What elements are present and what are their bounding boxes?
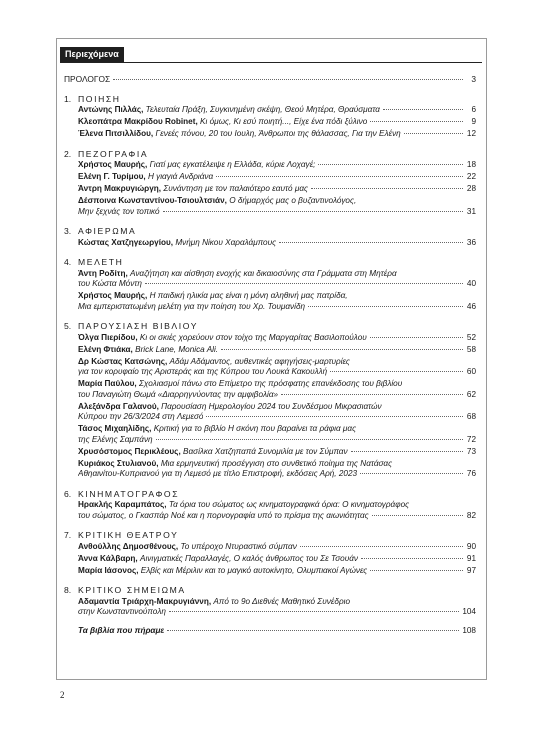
entry-title: του Κώστα Μόντη <box>78 279 142 288</box>
dot-leader <box>370 121 463 122</box>
entry-page: 36 <box>466 237 476 247</box>
entry-author: Μαρία Ιάσονος, <box>78 565 139 575</box>
entry-title: για τον κορυφαίο της Αριστεράς και της Κύπρου του Λουκά Κακουλλή <box>78 367 328 376</box>
entry-title: Ο δήμαρχός μας ο βυζαντινολόγος, <box>229 196 357 205</box>
entry-page: 18 <box>466 160 476 169</box>
entry-line <box>78 333 476 344</box>
section-number: 8. <box>64 585 72 595</box>
section-heading: ΚΡΙΤΙΚΗ ΘΕΑΤΡΟΥ <box>78 530 179 540</box>
toc-entry[interactable] <box>78 129 476 140</box>
entry-author: Άντρη Μακρυγιώργη, <box>78 184 162 193</box>
entry-author: Ηρακλής Καραμπάτος, <box>78 500 167 509</box>
section-heading: ΜΕΛΕΤΗ <box>78 257 124 267</box>
entry-text <box>78 160 315 171</box>
entry-text <box>78 566 367 577</box>
entry-line <box>78 172 476 183</box>
toc-entry[interactable] <box>78 117 476 128</box>
entry-text <box>78 402 382 411</box>
entry-author: Όλγα Πιερίδου, <box>78 332 138 342</box>
entry-title: Brick Lane, Monica Ali. <box>135 344 219 354</box>
entry-title: Ελβίς και Μέριλιν και το μαγικό αυτοκίνητο, Ολυμπιακοί Αγώνες <box>140 565 368 575</box>
section-heading: ΑΦΙΕΡΩΜΑ <box>78 226 137 236</box>
entry-page: 60 <box>466 367 476 376</box>
entry-title: του σώματος, ο Γκασπάρ Νοέ και η πορνογραφία υπό το πρίσμα της αιωνιότητας <box>78 510 369 520</box>
dot-leader <box>113 79 463 80</box>
section-title <box>64 489 476 500</box>
entry-author: Κυριάκος Στυλιανού, <box>78 458 159 468</box>
entry-line-continued <box>78 357 476 368</box>
dot-leader <box>330 371 463 372</box>
entry-line <box>78 345 476 356</box>
dot-leader <box>300 546 463 547</box>
section-heading: ΠΑΡΟΥΣΙΑΣΗ ΒΙΒΛΙΟΥ <box>78 321 199 331</box>
entry-page: 9 <box>471 117 476 126</box>
section-title <box>64 257 476 268</box>
entry-text <box>78 345 218 356</box>
table-of-contents <box>64 74 476 636</box>
entry-line <box>78 390 476 401</box>
entry-title: Βασίλκα Χατζηπαπά Συνομιλία με τον Σύμπαν <box>183 446 348 456</box>
entry-line-continued <box>78 402 476 413</box>
entry-title: Αδάμ Αδάμαντος, αυθεντικές αφηγήσεις-μαρτυρίες <box>169 356 350 366</box>
section-number: 1. <box>64 93 72 104</box>
toc-entry[interactable] <box>78 291 476 312</box>
toc-entry[interactable] <box>78 424 476 445</box>
entry-author: Τάσος Μιχαηλίδης, <box>78 424 152 433</box>
entry-line <box>78 207 476 218</box>
entry-text <box>78 597 350 606</box>
toc-entry[interactable] <box>78 345 476 356</box>
dot-leader <box>221 349 463 350</box>
entry-page: 72 <box>466 434 476 444</box>
entry-line <box>78 105 476 116</box>
books-label: Τα βιβλία που πήραμε <box>78 625 165 635</box>
entry-line <box>78 566 476 577</box>
toc-prologue[interactable] <box>64 74 476 85</box>
entry-title: Το υπέροχο Ντυραστικό σύμπαν <box>180 541 297 551</box>
dot-leader <box>383 109 463 110</box>
toc-section <box>64 585 476 618</box>
entry-page: 97 <box>466 565 476 575</box>
entry-line <box>78 238 476 249</box>
entry-title: Η γιαγιά Ανδριάνα <box>147 172 214 181</box>
entry-title: του Παναγιώτη Θωμά «Διαρρηγνύοντας την αμφιβολία» <box>78 389 279 399</box>
section-heading: ΠΟΙΗΣΗ <box>78 93 121 104</box>
dot-leader <box>308 306 463 307</box>
dot-leader <box>311 188 463 189</box>
toc-books-received[interactable] <box>78 626 476 637</box>
section-heading: ΚΡΙΤΙΚΟ ΣΗΜΕΙΩΜΑ <box>78 585 186 595</box>
entry-page: 40 <box>466 279 476 288</box>
entry-line-continued <box>78 500 476 511</box>
entry-author: Ελένη Γ. Τυρίμου, <box>78 172 146 181</box>
page-number: 2 <box>60 690 65 700</box>
entry-line <box>78 554 476 565</box>
toc-section <box>64 321 476 480</box>
toc-entry[interactable] <box>78 566 476 577</box>
entry-title: Αναζήτηση και αίσθηση ενοχής και δικαιοσύνης στα Γράμματα στη Μητέρα <box>130 268 397 278</box>
entry-title: στην Κωνσταντινούπολη <box>78 607 166 616</box>
entry-text <box>78 459 392 468</box>
section-number: 4. <box>64 257 72 267</box>
dot-leader <box>372 515 463 516</box>
section-heading: ΚΙΝΗΜΑΤΟΓΡΑΦΟΣ <box>78 488 180 499</box>
section-title <box>64 321 476 332</box>
section-heading: ΠΕΖΟΓΡΑΦΙΑ <box>78 148 149 159</box>
entry-text <box>78 607 166 618</box>
entry-page: 28 <box>466 184 476 193</box>
entry-text <box>78 269 397 278</box>
entry-line <box>78 302 476 313</box>
entry-text <box>78 542 297 553</box>
toc-section <box>64 149 476 218</box>
entry-title: Μνήμη Νίκου Χαραλάμπους <box>175 237 277 247</box>
entry-author: Έλενα Πιτσιλλίδου, <box>78 129 154 138</box>
entry-title: Σχολιασμοί πάνω στο Επίμετρο της πρόσφατης επανέκδοσης του βιβλίου <box>139 379 403 388</box>
entry-line <box>78 129 476 140</box>
entry-text <box>78 424 356 433</box>
toc-entry[interactable] <box>78 333 476 344</box>
entry-author: Χρυσόστομος Περικλέους, <box>78 446 181 456</box>
entry-text <box>78 469 357 480</box>
toc-entry[interactable] <box>78 500 476 521</box>
entry-title: Παρουσίαση Ημερολογίου 2024 του Συνδέσμου Μικρασιατών <box>161 401 382 411</box>
entry-title: Αινιγματικές Παραλλαγές, Ο καλός άνθρωπος του Σε Τσουάν <box>140 553 358 563</box>
entry-page: 22 <box>466 172 476 181</box>
entry-author: Χρήστος Μαυρής, <box>78 291 148 300</box>
section-number: 5. <box>64 321 72 331</box>
entry-text <box>78 379 402 388</box>
entry-title: Κριτική για το βιβλίο Η σκόνη που βαραίνει τα ράφια μας <box>153 424 357 433</box>
toc-entry[interactable] <box>78 184 476 195</box>
entry-page: 12 <box>466 129 476 138</box>
entry-text <box>78 412 203 423</box>
entry-author: Άντη Ροδίτη, <box>78 268 128 278</box>
entry-text <box>78 302 305 313</box>
section-title <box>64 530 476 541</box>
toc-entry[interactable] <box>78 357 476 378</box>
entry-page: 68 <box>466 412 476 421</box>
entry-line <box>78 160 476 171</box>
entry-author: Αλεξάνδρα Γαλανού, <box>78 401 159 411</box>
prologue-page: 3 <box>471 74 476 84</box>
contents-header <box>60 47 482 63</box>
books-page: 108 <box>462 625 476 635</box>
entry-title: Μια ερμηνευτική προσέγγιση στο συνθετικό ποίημα της Νατάσας <box>160 458 393 468</box>
dot-leader <box>206 416 463 417</box>
entry-text <box>78 238 276 249</box>
section-number: 3. <box>64 226 72 236</box>
dot-leader <box>361 558 463 559</box>
toc-section <box>64 489 476 522</box>
section-title <box>64 94 476 105</box>
section-title <box>64 226 476 237</box>
dot-leader <box>279 242 463 243</box>
contents-label: Περιεχόμενα <box>60 47 124 62</box>
entry-title: Γενεές πόνου, 20 του Ιουλη, Άνθρωποι της θάλασσας, Για την Ελένη <box>155 129 401 138</box>
entry-page: 62 <box>466 389 476 399</box>
entry-title: Γιατί μας εγκατέλειψε η Ελλάδα, κύριε Λοχαγέ; <box>149 160 316 169</box>
entry-title: Κι οι σκιές χορεύουν στον τοίχο της Μαργαρίτας Βασιλοπούλου <box>139 332 367 342</box>
entry-title: Μην ξεχνάς τον τοπικό <box>78 206 160 216</box>
entry-title: Μια εμπεριστατωμένη μελέτη για την ποίηση του Χρ. Τουμανίδη <box>78 301 306 311</box>
entry-page: 31 <box>466 206 476 216</box>
toc-section <box>64 94 476 140</box>
entry-line <box>78 469 476 480</box>
entry-author: Δέσποινα Κωνσταντίνου-Τσιουλτσιάν, <box>78 196 227 205</box>
toc-section <box>64 530 476 576</box>
entry-title: Κι όμως, Κι εσύ ποιητή..., Είχε ένα πόδι ξύλινο <box>200 117 368 126</box>
dot-leader <box>370 570 463 571</box>
entry-title: Τελευταία Πράξη, Συγκινημένη σκέψη, Θεού Μητέρα, Θραύσματα <box>145 105 380 114</box>
entry-author: Κλεοπάτρα Μακρίδου Robinet, <box>78 117 198 126</box>
entry-line-continued <box>78 269 476 280</box>
entry-author: Αντώνης Πιλλάς, <box>78 105 144 114</box>
dot-leader <box>404 133 463 134</box>
toc-entry[interactable] <box>78 459 476 480</box>
entry-text <box>78 291 348 300</box>
entry-line-continued <box>78 459 476 470</box>
entry-line <box>78 367 476 378</box>
entry-page: 58 <box>466 344 476 354</box>
entry-line <box>78 435 476 446</box>
entry-author: Ελένη Φτιάκα, <box>78 344 133 354</box>
entry-author: Άννα Κάλβαρη, <box>78 553 138 563</box>
section-title <box>64 149 476 160</box>
dot-leader <box>351 451 463 452</box>
entry-title: της Ελένης Σαμπάνη <box>78 434 153 444</box>
entry-text <box>78 207 160 218</box>
entry-title: Από το 9ο Διεθνές Μαθητικό Συνέδριο <box>213 596 351 606</box>
entry-page: 52 <box>466 332 476 342</box>
toc-entry[interactable] <box>78 597 476 618</box>
entry-author: Κώστας Χατζηγεωργίου, <box>78 237 174 247</box>
entry-line-continued <box>78 196 476 207</box>
toc-entry[interactable] <box>78 554 476 565</box>
entry-author: Αδαμαντία Τριάρχη-Μακρυγιάννη, <box>78 596 212 606</box>
entry-page: 73 <box>466 446 476 456</box>
entry-title: Αθηαινίτου-Κυπριανού για τη Λεμεσό με τίτλο Επιστροφή, εκδόσεις Αρή, 2023 <box>78 469 358 478</box>
section-number: 6. <box>64 488 72 499</box>
dot-leader <box>318 164 463 165</box>
entry-line <box>78 184 476 195</box>
toc-entry[interactable] <box>78 160 476 171</box>
dot-leader <box>167 630 459 631</box>
toc-sections <box>64 94 476 618</box>
prologue-label: ΠΡΟΛΟΓΟΣ <box>64 74 111 84</box>
entry-text <box>78 279 142 290</box>
entry-text <box>78 554 358 565</box>
entry-page: 76 <box>466 469 476 478</box>
dot-leader <box>370 337 463 338</box>
dot-leader <box>163 211 463 212</box>
entry-line-continued <box>78 597 476 608</box>
entry-text <box>78 435 153 446</box>
entry-text <box>78 333 367 344</box>
toc-entry[interactable] <box>78 238 476 249</box>
entry-text <box>78 357 350 366</box>
entry-line <box>78 412 476 423</box>
entry-text <box>78 196 356 205</box>
entry-title: Συνάντηση με τον παλαιότερο εαυτό μας <box>163 184 308 193</box>
entry-text <box>78 184 308 195</box>
entry-page: 90 <box>466 541 476 551</box>
entry-page: 104 <box>462 607 476 616</box>
toc-entry[interactable] <box>78 379 476 400</box>
toc-entry[interactable] <box>78 542 476 553</box>
toc-entry[interactable] <box>78 105 476 116</box>
entry-text <box>78 172 213 183</box>
entry-text <box>78 105 380 116</box>
entry-text <box>78 511 369 522</box>
entry-title: Τα όρια του σώματος ως κινηματογραφικά όρια: Ο κινηματογράφος <box>168 500 410 509</box>
dot-leader <box>145 283 463 284</box>
entry-line-continued <box>78 291 476 302</box>
entry-author: Ανθούλλης Δημοσθένους, <box>78 541 179 551</box>
entry-page: 6 <box>471 105 476 114</box>
entry-page: 82 <box>466 510 476 520</box>
toc-entry[interactable] <box>78 402 476 423</box>
dot-leader <box>281 394 463 395</box>
entry-title: Κύπρου την 26/3/2024 στη Λεμεσό <box>78 412 204 421</box>
dot-leader <box>216 176 463 177</box>
entry-author: Δρ Κώστας Κατσώνης, <box>78 356 168 366</box>
entry-text <box>78 367 327 378</box>
entry-text <box>78 390 278 401</box>
entry-author: Μαρία Παύλου, <box>78 379 137 388</box>
entry-line <box>78 447 476 458</box>
section-number: 2. <box>64 148 72 159</box>
entry-title: Η παιδική ηλικία μας είναι η μόνη αληθινή μας πατρίδα, <box>149 291 348 300</box>
toc-entry[interactable] <box>78 172 476 183</box>
entry-text <box>78 447 348 458</box>
entry-text <box>78 129 401 140</box>
toc-entry[interactable] <box>78 196 476 217</box>
entry-author: Χρήστος Μαυρής, <box>78 160 148 169</box>
section-title <box>64 585 476 596</box>
entry-page: 46 <box>466 301 476 311</box>
entry-line <box>78 607 476 618</box>
entry-line <box>78 117 476 128</box>
entry-line <box>78 279 476 290</box>
dot-leader <box>169 611 459 612</box>
entry-line <box>78 511 476 522</box>
section-number: 7. <box>64 530 72 540</box>
entry-line <box>78 542 476 553</box>
toc-section <box>64 257 476 312</box>
entry-line-continued <box>78 424 476 435</box>
toc-section <box>64 226 476 248</box>
entry-text <box>78 117 367 128</box>
dot-leader <box>360 473 463 474</box>
dot-leader <box>156 439 463 440</box>
toc-entry[interactable] <box>78 447 476 458</box>
entry-line-continued <box>78 379 476 390</box>
entry-page: 91 <box>466 553 476 563</box>
toc-entry[interactable] <box>78 269 476 290</box>
entry-text <box>78 500 409 509</box>
